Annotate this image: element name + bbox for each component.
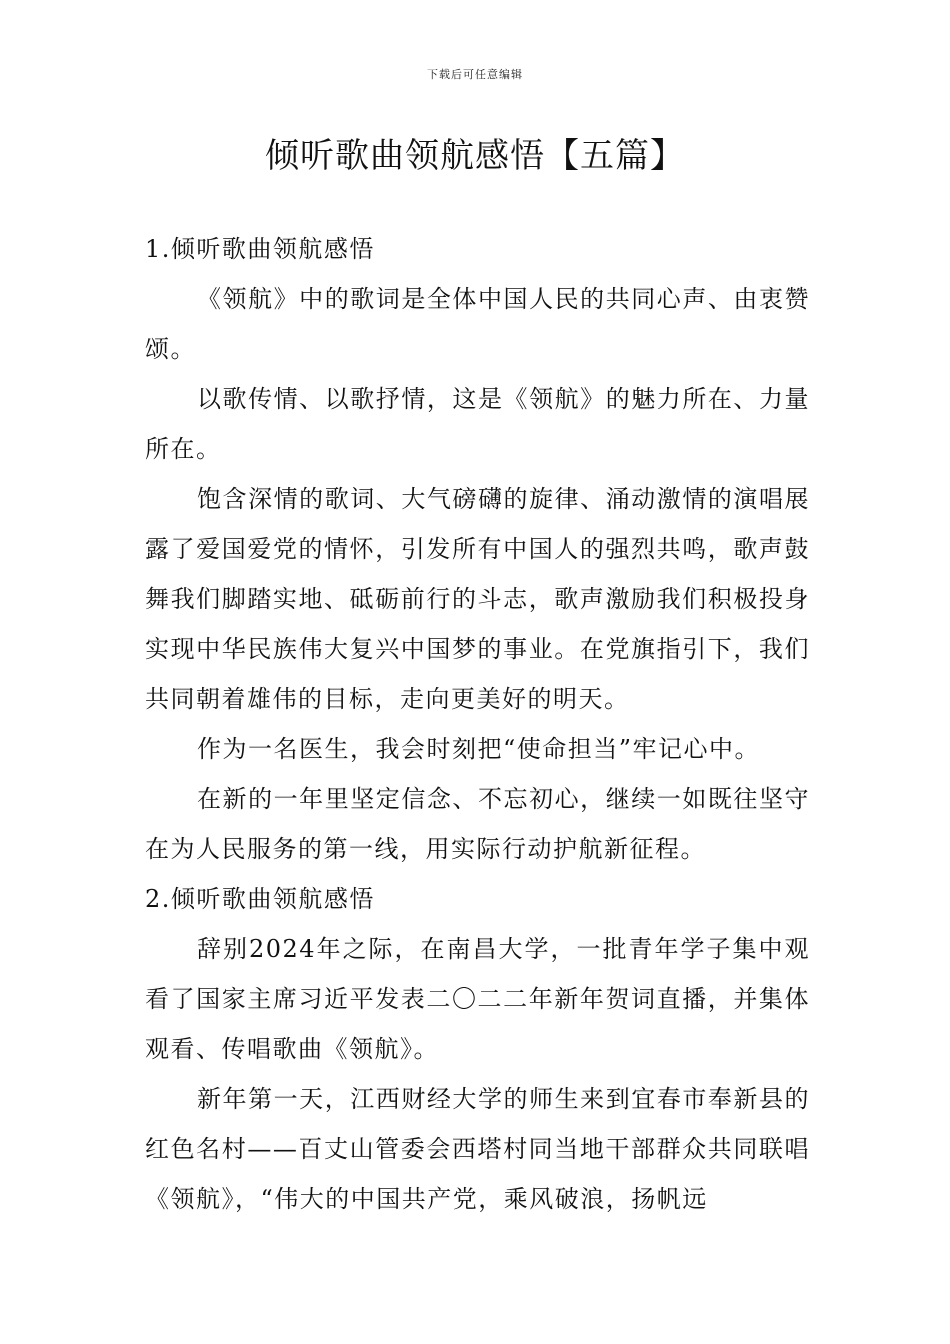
- document-body: [145, 224, 810, 1224]
- body-paragraph: 在新的一年里坚定信念、不忘初心，继续一如既往坚守在为人民服务的第一线，用实际行动护航新征程。: [145, 785, 810, 863]
- section-heading: 1.倾听歌曲领航感悟: [145, 235, 375, 263]
- document-title: 倾听歌曲领航感悟【五篇】: [265, 136, 685, 176]
- body-paragraph: 辞别2024年之际，在南昌大学，一批青年学子集中观看了国家主席习近平发表二〇二二年新年贺词直播，并集体观看、传唱歌曲《领航》。: [145, 935, 810, 1063]
- header-note: 下载后可任意编辑: [427, 68, 523, 81]
- body-paragraph: 新年第一天，江西财经大学的师生来到宜春市奉新县的红色名村——百丈山管委会西塔村同当地干部群众共同联唱《领航》，“伟大的中国共产党，乘风破浪，扬帆远: [145, 1085, 810, 1213]
- body-paragraph: 饱含深情的歌词、大气磅礴的旋律、涌动激情的演唱展露了爱国爱党的情怀，引发所有中国人的强烈共鸣，歌声鼓舞我们脚踏实地、砥砺前行的斗志，歌声激励我们积极投身实现中华民族伟大复兴中国梦的事业。在党旗指引下，我们共同朝着雄伟的目标，走向更美好的明天。: [145, 485, 810, 713]
- body-paragraph: 以歌传情、以歌抒情，这是《领航》的魅力所在、力量所在。: [145, 385, 810, 463]
- section-heading: 2.倾听歌曲领航感悟: [145, 885, 375, 913]
- body-paragraph: 作为一名医生，我会时刻把“使命担当”牢记心中。: [197, 735, 761, 763]
- body-paragraph: 《领航》中的歌词是全体中国人民的共同心声、由衷赞颂。: [145, 285, 810, 363]
